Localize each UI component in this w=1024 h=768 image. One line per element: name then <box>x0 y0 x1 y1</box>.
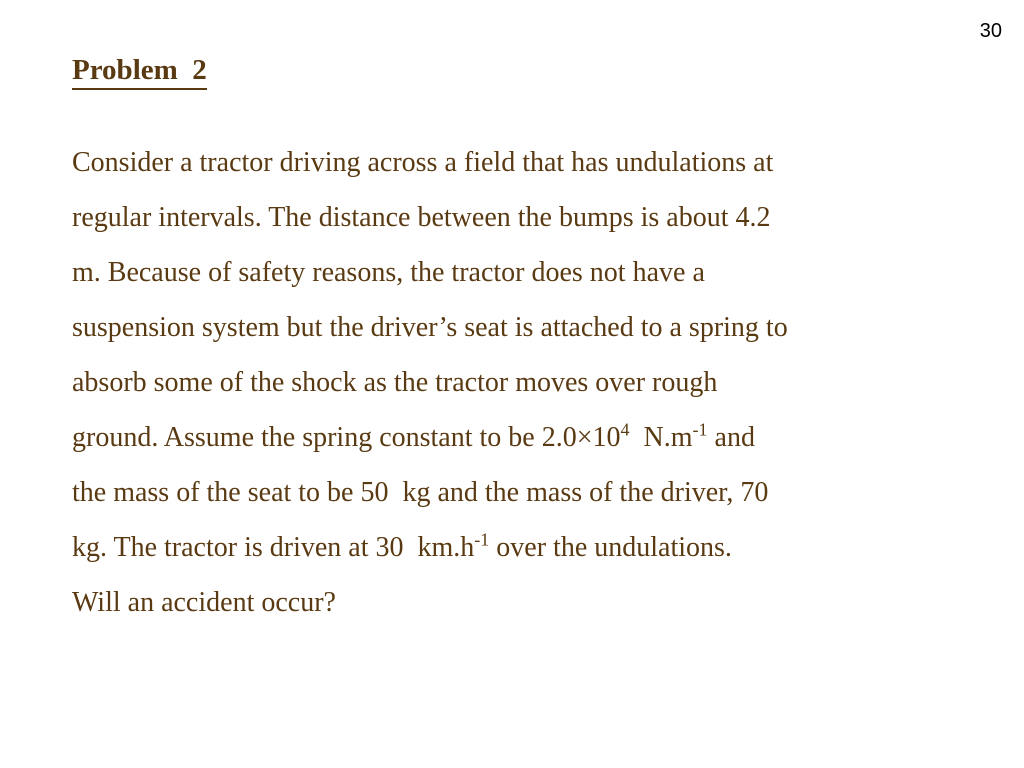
page-number: 30 <box>979 20 1002 42</box>
text-fragment: over the undulations. <box>489 532 732 563</box>
text-line-1: Consider a tractor driving across a field that has undulations at <box>72 147 774 178</box>
superscript-exponent: 4 <box>620 419 630 440</box>
problem-title: Problem 2 <box>72 52 207 90</box>
text-line-5: absorb some of the shock as the tractor moves over rough <box>72 367 718 398</box>
text-line-2: regular intervals. The distance between the bumps is about 4.2 <box>72 202 771 233</box>
text-line-3: m. Because of safety reasons, the tractor does not have a <box>72 257 705 288</box>
text-fragment: kg. The tractor is driven at 30 km.h <box>72 532 475 563</box>
text-fragment: and <box>707 422 755 453</box>
text-line-9: Will an accident occur? <box>72 587 336 618</box>
problem-text <box>72 135 932 630</box>
text-line-6 <box>72 410 932 465</box>
text-fragment: N.m <box>629 422 693 453</box>
text-line-7: the mass of the seat to be 50 kg and the mass of the driver, 70 <box>72 477 769 508</box>
superscript-exponent: -1 <box>692 419 708 440</box>
superscript-exponent: -1 <box>474 529 490 550</box>
text-line-8 <box>72 520 932 575</box>
text-fragment: ground. Assume the spring constant to be 2.0×10 <box>72 422 621 453</box>
text-line-4: suspension system but the driver’s seat is attached to a spring to <box>72 312 788 343</box>
